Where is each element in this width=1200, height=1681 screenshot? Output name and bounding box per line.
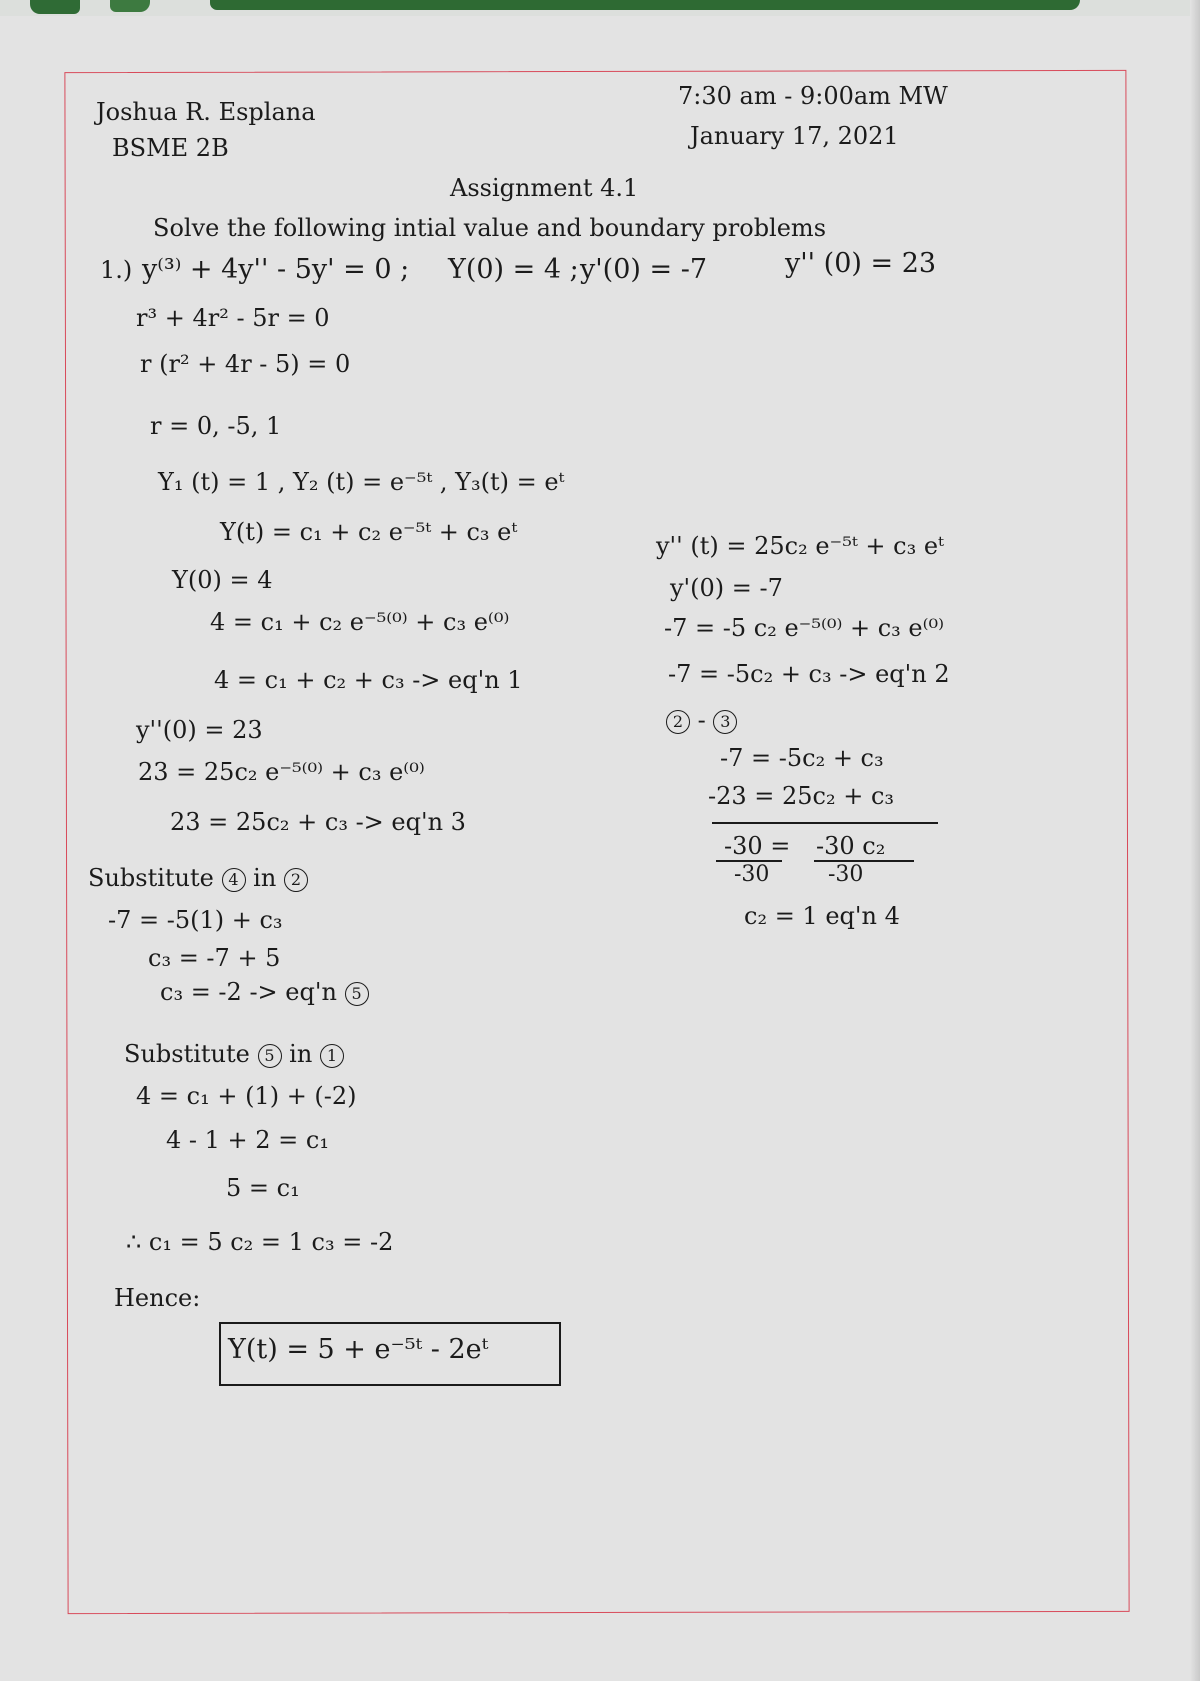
elimination-line-2: -23 = 25c₂ + c₃ xyxy=(708,782,895,810)
circled-number: 5 xyxy=(258,1044,282,1068)
divisor-right: -30 xyxy=(828,862,864,887)
substitute-label: Substitute xyxy=(88,864,214,892)
sum-left: -30 = xyxy=(724,832,791,860)
condition-ypp0: y''(0) = 23 xyxy=(136,716,263,744)
initial-condition-y-prime: y'(0) = -7 xyxy=(580,254,708,285)
substitute-1-line-2: c₃ = -7 + 5 xyxy=(148,944,281,972)
equation-1: 4 = c₁ + c₂ + c₃ -> eq'n 1 xyxy=(214,666,523,694)
equation-5-text: c₃ = -2 -> eq'n xyxy=(160,978,337,1006)
instructions: Solve the following intial value and boundary problems xyxy=(153,214,827,242)
circled-number: 5 xyxy=(345,982,369,1006)
condition-yp0: y'(0) = -7 xyxy=(670,574,783,602)
substitute-label: Substitute xyxy=(124,1040,250,1068)
roots: r = 0, -5, 1 xyxy=(150,412,282,440)
green-background-shape xyxy=(30,0,80,14)
substitute-heading-2 xyxy=(124,1042,344,1068)
sum-line xyxy=(712,822,938,824)
equation-3: 23 = 25c₂ + c₃ -> eq'n 3 xyxy=(170,808,466,836)
hence-label: Hence: xyxy=(114,1284,201,1312)
substitution-yp0: -7 = -5 c₂ e⁻⁵⁽⁰⁾ + c₃ e⁽⁰⁾ xyxy=(664,614,945,642)
student-section: BSME 2B xyxy=(112,134,229,162)
initial-condition-y-double-prime: y'' (0) = 23 xyxy=(785,248,937,279)
minus-sign: - xyxy=(697,706,706,734)
elimination-label xyxy=(666,708,737,734)
substitute-heading-1 xyxy=(88,866,308,892)
problem-equation: y⁽³⁾ + 4y'' - 5y' = 0 ; xyxy=(142,254,410,285)
constants-summary: ∴ c₁ = 5 c₂ = 1 c₃ = -2 xyxy=(126,1228,394,1256)
in-label: in xyxy=(289,1040,313,1068)
circled-number: 2 xyxy=(666,710,690,734)
equation-4: c₂ = 1 eq'n 4 xyxy=(744,902,900,930)
general-solution: Y(t) = c₁ + c₂ e⁻⁵ᵗ + c₃ eᵗ xyxy=(220,518,518,546)
top-background-strip xyxy=(0,0,1200,16)
final-answer: Y(t) = 5 + e⁻⁵ᵗ - 2eᵗ xyxy=(228,1334,489,1365)
initial-condition-y: Y(0) = 4 ; xyxy=(448,254,579,285)
in-label: in xyxy=(253,864,277,892)
substitute-2-line-2: 4 - 1 + 2 = c₁ xyxy=(166,1126,329,1154)
problem-number: 1.) xyxy=(100,256,133,284)
circled-number: 4 xyxy=(222,868,246,892)
characteristic-equation: r³ + 4r² - 5r = 0 xyxy=(136,304,330,332)
circled-number: 3 xyxy=(713,710,737,734)
page-edge-shadow xyxy=(1190,0,1200,1681)
divisor-left: -30 xyxy=(734,862,770,887)
factored-equation: r (r² + 4r - 5) = 0 xyxy=(140,350,351,378)
fundamental-solutions: Y₁ (t) = 1 , Y₂ (t) = e⁻⁵ᵗ , Y₃(t) = eᵗ xyxy=(158,468,565,496)
sum-right: -30 c₂ xyxy=(816,832,886,860)
second-derivative: y'' (t) = 25c₂ e⁻⁵ᵗ + c₃ eᵗ xyxy=(656,532,944,560)
equation-5 xyxy=(160,980,369,1006)
equation-2: -7 = -5c₂ + c₃ -> eq'n 2 xyxy=(668,660,950,688)
circled-number: 1 xyxy=(320,1044,344,1068)
substitute-2-line-1: 4 = c₁ + (1) + (-2) xyxy=(136,1082,357,1110)
green-background-shape xyxy=(110,0,150,12)
assignment-date: January 17, 2021 xyxy=(690,122,899,150)
class-schedule: 7:30 am - 9:00am MW xyxy=(678,82,948,110)
page-title: Assignment 4.1 xyxy=(450,174,639,202)
substitution-y0: 4 = c₁ + c₂ e⁻⁵⁽⁰⁾ + c₃ e⁽⁰⁾ xyxy=(210,608,510,636)
condition-y0: Y(0) = 4 xyxy=(172,566,273,594)
substitute-2-line-3: 5 = c₁ xyxy=(226,1174,300,1202)
circled-number: 2 xyxy=(284,868,308,892)
substitution-ypp0: 23 = 25c₂ e⁻⁵⁽⁰⁾ + c₃ e⁽⁰⁾ xyxy=(138,758,425,786)
green-background-shape xyxy=(210,0,1080,10)
student-name: Joshua R. Esplana xyxy=(96,98,316,126)
substitute-1-line-1: -7 = -5(1) + c₃ xyxy=(108,906,283,934)
elimination-line-1: -7 = -5c₂ + c₃ xyxy=(720,744,884,772)
